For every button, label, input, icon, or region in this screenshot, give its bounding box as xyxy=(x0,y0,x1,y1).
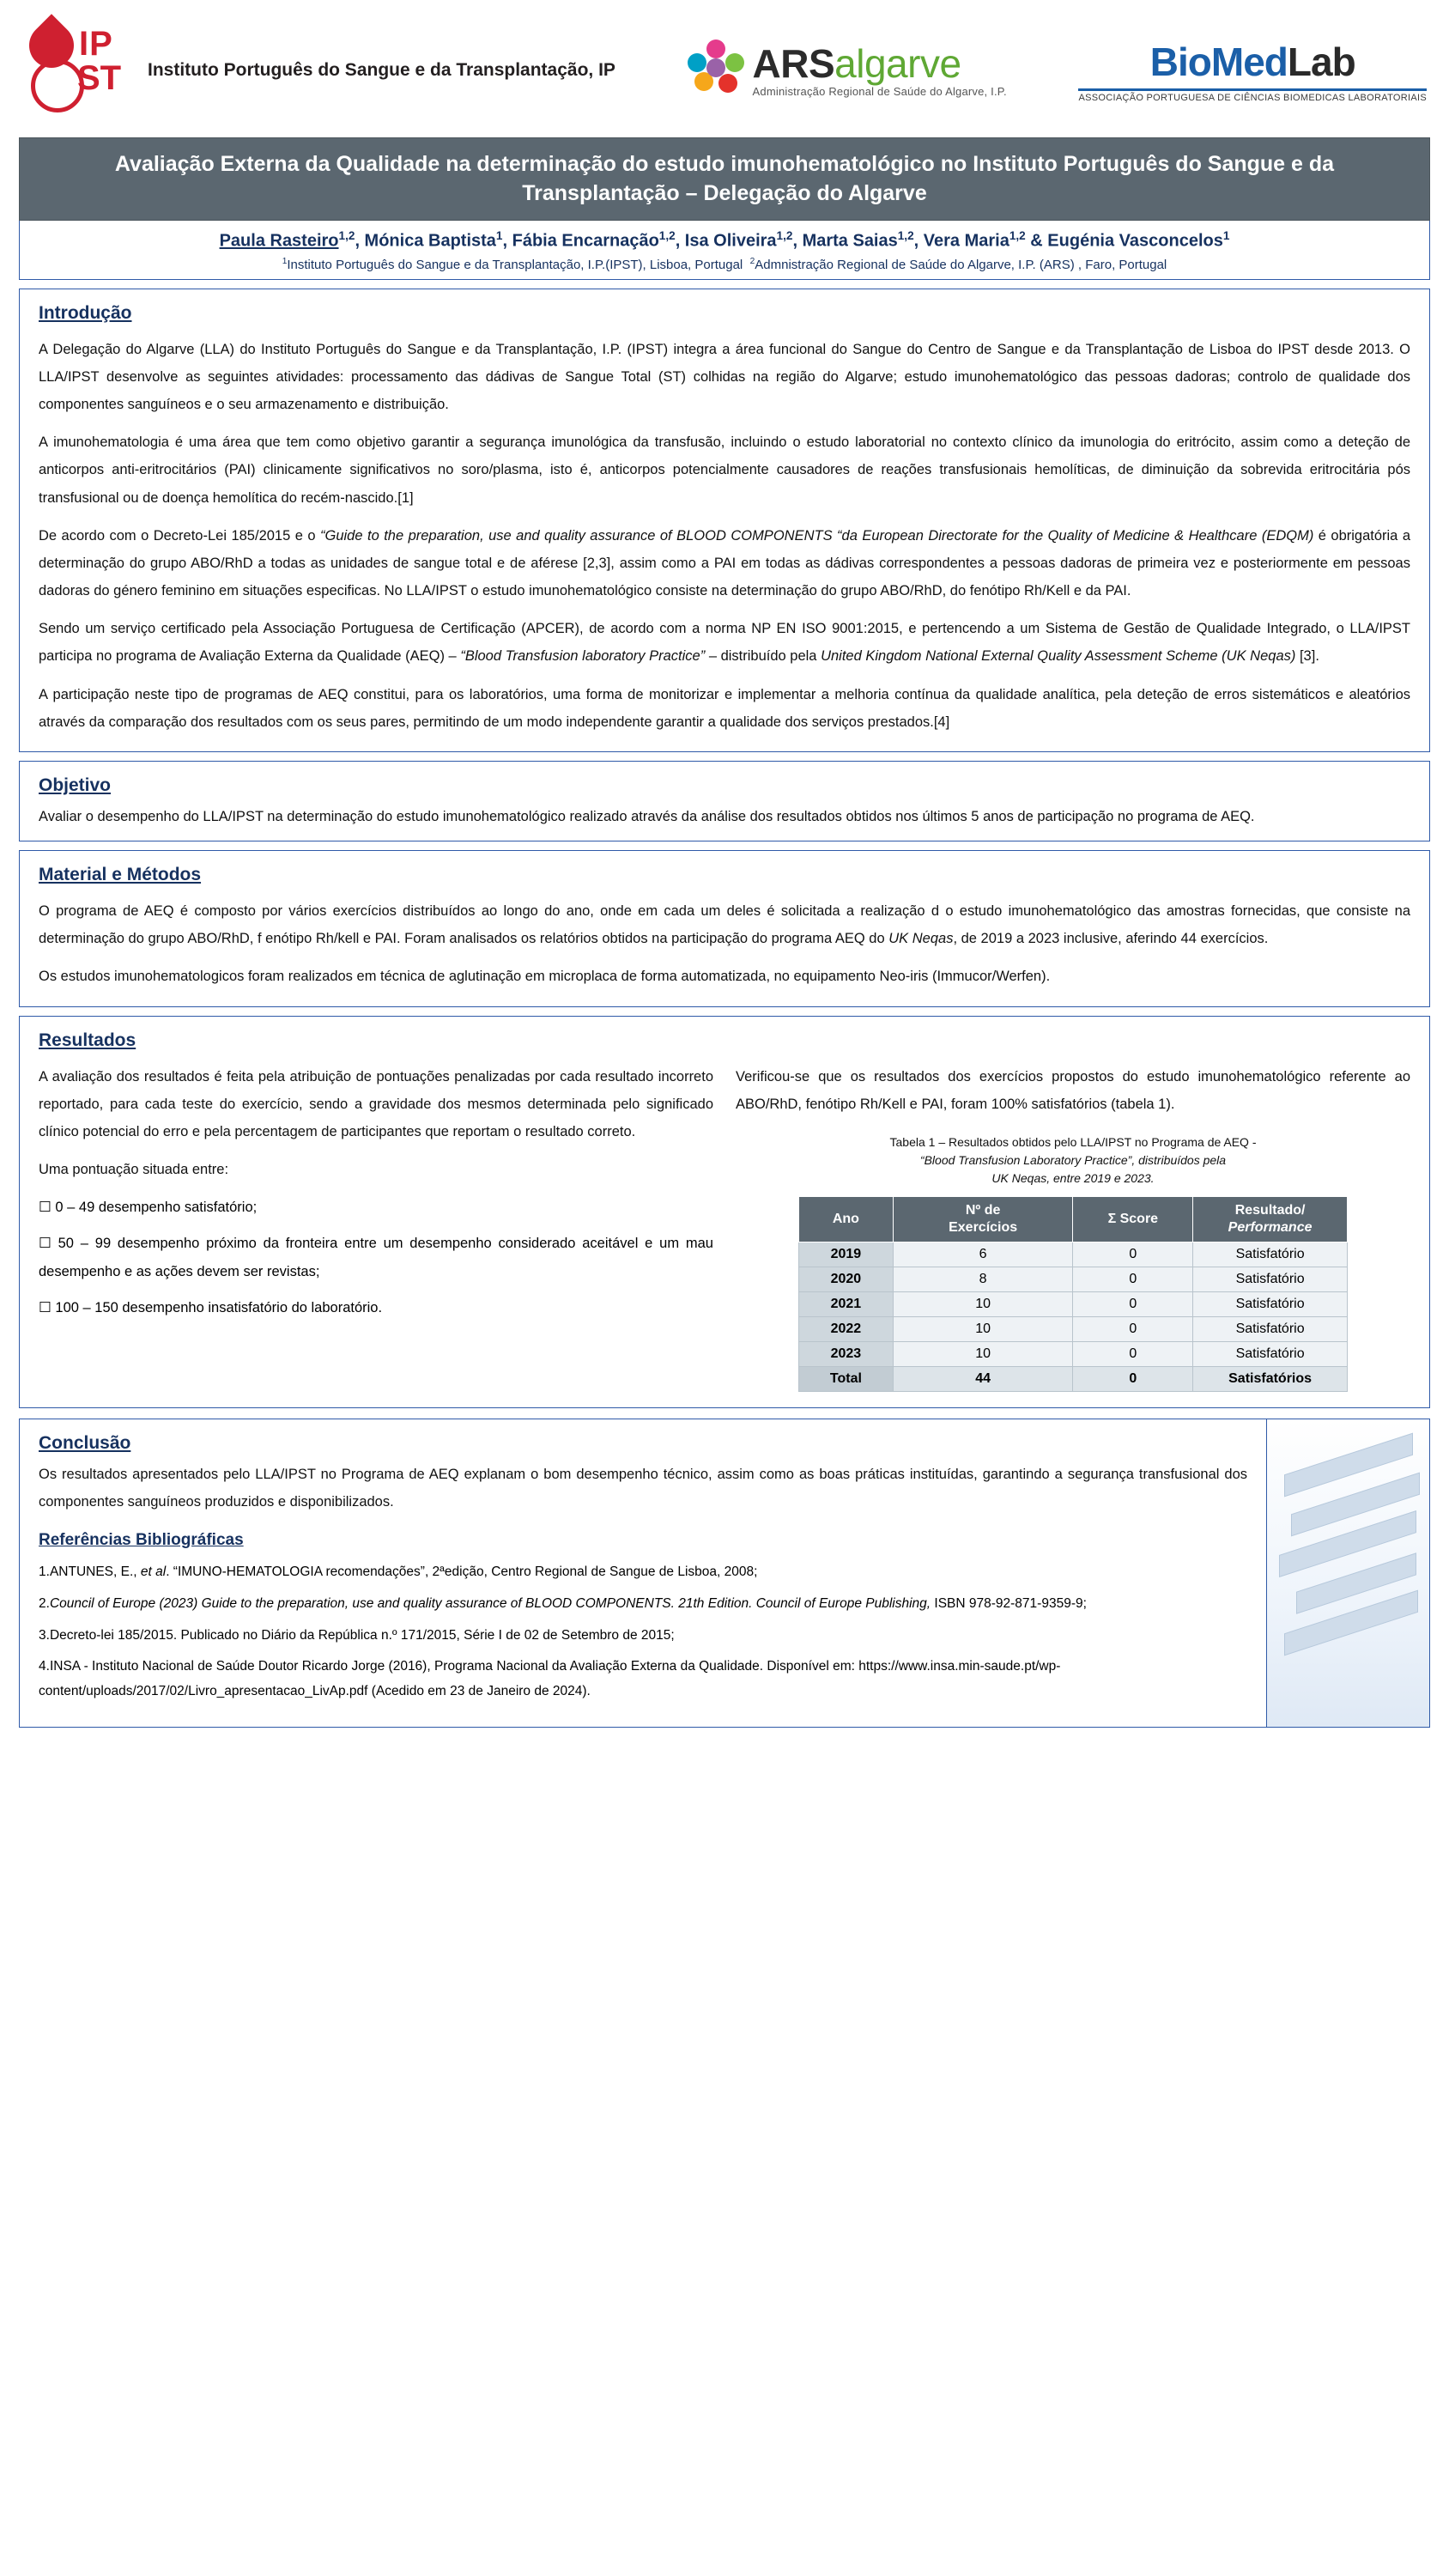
resultados-paragraph-3: Verificou-se que os resultados dos exercícios propostos do estudo imunohematológico referente ao ABO/RhD, fenótipo Rh/Kell e PAI, foram 100% satisfatórios (tabela 1). xyxy=(736,1068,1410,1112)
material-p1-italic: UK Neqas xyxy=(888,931,954,947)
section-material-metodos xyxy=(19,850,1430,1007)
cell-ano: 2020 xyxy=(799,1267,894,1291)
ipst-logo-name: Instituto Português do Sangue e da Transplantação, IP xyxy=(148,60,615,81)
reference-post: . “IMUNO-HEMATOLOGIA recomendações”, 2ªedição, Centro Regional de Sangue de Lisboa, 2008; xyxy=(166,1564,758,1580)
author-affiliations: $^1$Instituto Português do Sangue e da Transplantação, I.P.(IPST), Lisboa, Portugal $^2$Admnistração Regional de Saúde do Algarve, I.P. (ARS) , Faro, Portugal xyxy=(282,256,1167,272)
table-header-row xyxy=(799,1196,1348,1242)
material-p1-pre: O programa de AEQ é composto por vários exercícios distribuídos ao longo do ano, onde em cada um deles é solicitada a realização d o estudo imunohematológico das amostras fornecidas, que consiste na determinação do grupo ABO/RhD, f enótipo Rh/kell e PAI. Foram analisados os relatórios obtidos na participação do programa AEQ do xyxy=(39,903,1410,947)
introducao-paragraph-4 xyxy=(39,615,1410,670)
page-title: Avaliação Externa da Qualidade na determinação do estudo imunohematológico no Instituto Português do Sangue e da Transplantação – Delegação do Algarve xyxy=(19,137,1430,221)
cell-ano: 2023 xyxy=(799,1341,894,1366)
table-header-resultado-line2: Performance xyxy=(1228,1219,1313,1235)
section-title-material-metodos: Material e Métodos xyxy=(39,865,202,885)
table-row xyxy=(799,1242,1348,1267)
table-row xyxy=(799,1341,1348,1366)
cell-score: 0 xyxy=(1073,1341,1193,1366)
introducao-paragraph-1: A Delegação do Algarve (LLA) do Instituto Português do Sangue e da Transplantação, I.P. (IPST) integra a área funcional do Sangue do Centro de Sangue e da Transplantação de Lisboa do IPST desde 2013. O LLA/IPST desenvolve as seguintes atividades: processamento das dádivas de Sangue Total (ST) colhidas na região do Algarve; estudo imunohematológico das pessoas dadoras; controlo de qualidade dos componentes sanguíneos e o seu armazenamento e distribuição. xyxy=(39,341,1410,412)
resultados-bullet-3-text: 100 – 150 desempenho insatisfatório do laboratório. xyxy=(55,1299,383,1315)
objetivo-paragraph-1: Avaliar o desempenho do LLA/IPST na determinação do estudo imunohematológico realizado através da análise dos resultados obtidos nos últimos 5 anos de participação no programa de AEQ. xyxy=(39,808,1255,824)
ipst-logo xyxy=(26,20,615,121)
cell-resultado: Satisfatório xyxy=(1193,1316,1348,1341)
introducao-p4-italic-1: “Blood Transfusion laboratory Practice” xyxy=(460,648,706,665)
reference-item xyxy=(39,1560,1247,1585)
table-caption-line-3: UK Neqas, entre 2019 e 2023. xyxy=(991,1170,1155,1185)
ars-dots-icon xyxy=(688,39,744,101)
resultados-bullet-1-text: 0 – 49 desempenho satisfatório; xyxy=(55,1200,258,1216)
checkbox-icon: ☐ xyxy=(39,1298,52,1315)
cell-exercicios: 10 xyxy=(893,1316,1073,1341)
reference-pre: INSA - Instituto Nacional de Saúde Doutor Ricardo Jorge (2016), Programa Nacional da Avaliação Externa da Qualidade. Disponível em: https://www.insa.min-saude.pt/wp-content/uploads/2017/02/Livro_apresentacao_LivAp.pdf (Acedido em 23 de Janeiro de 2024). xyxy=(39,1659,1061,1698)
cell-exercicios: 10 xyxy=(893,1341,1073,1366)
reference-post: ISBN 978-92-871-9359-9; xyxy=(931,1595,1087,1611)
reference-number: 4. xyxy=(39,1659,50,1674)
reference-number: 2. xyxy=(39,1595,50,1611)
resultados-paragraph-1: A avaliação dos resultados é feita pela atribuição de pontuações penalizadas por cada resultado incorreto reportado, para cada teste do exercício, sendo a gravidade dos mesmos determinada pelo significado clínico potencial do erro e pela percentagem de participantes que reportam o resultado correto. xyxy=(39,1068,713,1139)
resultados-paragraph-2: Uma pontuação situada entre: xyxy=(39,1162,229,1178)
section-title-resultados: Resultados xyxy=(39,1030,136,1050)
introducao-p3-italic: “Guide to the preparation, use and quality assurance of BLOOD COMPONENTS “da European Directorate for the Quality of Medicine & Healthcare (EDQM) xyxy=(320,527,1314,544)
table-header-ano: Ano xyxy=(799,1196,894,1242)
biomedlab-name-lab: Lab xyxy=(1287,39,1355,84)
table-header-exercicios xyxy=(893,1196,1073,1242)
cell-resultado: Satisfatório xyxy=(1193,1341,1348,1366)
introducao-paragraph-5: A participação neste tipo de programas de AEQ constitui, para os laboratórios, uma forma de monitorizar e implementar a melhoria contínua da qualidade analítica, pela deteção de erros sistemáticos e aleatórios através da comparação dos resultados com os seus pares, permitindo de um modo independente garantir a qualidade dos serviços prestados.[4] xyxy=(39,686,1410,730)
cell-total-score: 0 xyxy=(1073,1366,1193,1391)
introducao-p4-italic-2: United Kingdom National External Quality Assessment Scheme (UK Neqas) xyxy=(821,648,1296,665)
checkbox-icon: ☐ xyxy=(39,1199,52,1216)
author-list: Paula Rasteiro$^{1,2}$, Mónica Baptista$^1$, Fábia Encarnação$^{1,2}$, Isa Oliveira$^{1,2}$, Marta Saias$^{1,2}$, Vera Maria$^{1,2}$ & Eugénia Vasconcelos$^1$ xyxy=(219,229,1230,251)
introducao-p3-mid: é obrigatória a determinação do grupo ABO/RhD a todas as unidades de sangue total e de aférese [2,3], assim como a PAI em todas as dádivas correspondentes a pessoas dadoras de primeira vez e posteriormente em pessoas dadoras do género feminino em situações especificas. No LLA/IPST o estudo imunohematológico consiste na determinação do grupo ABO/RhD, do fenótipo Rh/Kell e da PAI. xyxy=(39,527,1410,599)
table-header-resultado xyxy=(1193,1196,1348,1242)
reference-pre: Decreto-lei 185/2015. Publicado no Diário da República n.º 171/2015, Série I de 02 de Setembro de 2015; xyxy=(49,1627,675,1643)
reference-pre: ANTUNES, E., xyxy=(49,1564,141,1580)
reference-italic: Guide to the preparation, use and quality assurance of BLOOD COMPONENTS. 21th Edition. Council of Europe Publishing, xyxy=(201,1595,931,1611)
section-resultados xyxy=(19,1016,1430,1408)
table-row xyxy=(799,1267,1348,1291)
logo-row xyxy=(0,0,1449,137)
reference-italic: et al xyxy=(140,1564,167,1580)
introducao-p4-mid: – distribuído pela xyxy=(705,648,822,665)
biomedlab-name-bio: BioMed xyxy=(1149,39,1288,84)
ars-logo-subtitle: Administração Regional de Saúde do Algarve, I.P. xyxy=(752,85,1007,98)
resultados-bullet-3 xyxy=(39,1294,713,1321)
resultados-bullet-1 xyxy=(39,1194,713,1221)
resultados-right-column xyxy=(736,1063,1410,1392)
table-header-exercicios-line1: Nº de xyxy=(965,1202,1001,1218)
conclusao-paragraph-1: Os resultados apresentados pelo LLA/IPST no Programa de AEQ explanam o bom desempenho técnico, assim como as boas práticas instituídas, garantindo a segurança transfusional dos componentes sanguíneos produzidos e disponibilizados. xyxy=(39,1466,1247,1510)
biomedlab-rule xyxy=(1078,88,1427,91)
table-header-exercicios-line2: Exercícios xyxy=(949,1219,1018,1235)
introducao-paragraph-2: A imunohematologia é uma área que tem como objetivo garantir a segurança imunológica da transfusão, incluindo o estudo laboratorial no contexto clínico da imunologia do eritrócito, assim como a deteção de anticorpos anti-eritrocitários (PAI) clinicamente significativos no soro/plasma, isto é, anticorpos potencialmente causadores de reações transfusionais hemolíticas, de diminuição da sobrevida eritrocitária pós transfusional ou de doença hemolítica do recém-nascido.[1] xyxy=(39,434,1410,506)
cell-score: 0 xyxy=(1073,1267,1193,1291)
introducao-p4-pre: Sendo um serviço certificado pela Associação Portuguesa de Certificação (APCER), de acordo com a norma NP EN ISO 9001:2015, e pertencendo a um Sistema de Gestão de Qualidade Integrado, o LLA/IPST participa no programa de Avaliação Externa da Qualidade (AEQ) – xyxy=(39,621,1410,665)
table-row xyxy=(799,1291,1348,1316)
reference-item xyxy=(39,1655,1247,1704)
cell-ano: 2019 xyxy=(799,1242,894,1267)
resultados-bullet-2 xyxy=(39,1230,713,1285)
resultados-bullet-2-text: 50 – 99 desempenho próximo da fronteira entre um desempenho considerado aceitável e um mau desempenho e as ações devem ser revistas; xyxy=(39,1236,713,1279)
affiliation-1: Instituto Português do Sangue e da Transplantação, I.P.(IPST), Lisboa, Portugal xyxy=(287,257,743,272)
cell-total-resultado: Satisfatórios xyxy=(1193,1366,1348,1391)
material-paragraph-1 xyxy=(39,897,1410,952)
section-title-objetivo: Objetivo xyxy=(39,775,112,795)
section-objetivo xyxy=(19,761,1430,841)
introducao-p4-end: [3]. xyxy=(1295,648,1319,665)
ipst-blood-drop-icon xyxy=(26,20,136,121)
material-paragraph-2: Os estudos imunohematologicos foram realizados em técnica de aglutinação em microplaca de forma automatizada, no equipamento Neo-iris (Immucor/Werfen). xyxy=(39,969,1051,985)
affiliation-2: Admnistração Regional de Saúde do Algarve, I.P. (ARS) , Faro, Portugal xyxy=(755,257,1167,272)
cell-resultado: Satisfatório xyxy=(1193,1267,1348,1291)
introducao-paragraph-3 xyxy=(39,522,1410,605)
reference-item xyxy=(39,1624,1247,1649)
biomedlab-subtitle: ASSOCIAÇÃO PORTUGUESA DE CIÊNCIAS BIOMEDICAS LABORATORIAIS xyxy=(1078,92,1427,103)
material-p1-end: , de 2019 a 2023 inclusive, aferindo 44 exercícios. xyxy=(953,931,1269,947)
decorative-graphic xyxy=(1266,1419,1429,1727)
cell-exercicios: 8 xyxy=(893,1267,1073,1291)
checkbox-icon: ☐ xyxy=(39,1235,52,1252)
cell-ano: 2021 xyxy=(799,1291,894,1316)
table-header-resultado-line1: Resultado/ xyxy=(1234,1202,1306,1218)
cell-score: 0 xyxy=(1073,1291,1193,1316)
introducao-p3-pre: De acordo com o Decreto-Lei 185/2015 e o xyxy=(39,527,320,544)
cell-ano: 2022 xyxy=(799,1316,894,1341)
cell-total-label: Total xyxy=(799,1366,894,1391)
section-title-conclusao: Conclusão xyxy=(39,1432,131,1453)
ipst-acronym-top: IP xyxy=(79,25,113,63)
cell-resultado: Satisfatório xyxy=(1193,1291,1348,1316)
cell-resultado: Satisfatório xyxy=(1193,1242,1348,1267)
section-introducao xyxy=(19,289,1430,752)
reference-item xyxy=(39,1592,1247,1617)
section-conclusao-referencias xyxy=(19,1419,1430,1728)
reference-pre: Council of Europe (2023) xyxy=(49,1595,202,1611)
section-title-referencias: Referências Bibliográficas xyxy=(39,1531,244,1550)
table-caption-line-1: Tabela 1 – Resultados obtidos pelo LLA/IPST no Programa de AEQ - xyxy=(889,1134,1257,1149)
resultados-left-column xyxy=(39,1063,713,1392)
ipst-acronym-bottom: ST xyxy=(77,59,122,97)
cell-total-exercicios: 44 xyxy=(893,1366,1073,1391)
section-title-introducao: Introdução xyxy=(39,302,132,323)
ars-logo xyxy=(688,39,1007,101)
cell-exercicios: 10 xyxy=(893,1291,1073,1316)
authors-block xyxy=(19,221,1430,280)
table-caption-line-2: “Blood Transfusion Laboratory Practice”, distribuídos pela xyxy=(919,1152,1227,1167)
cell-exercicios: 6 xyxy=(893,1242,1073,1267)
biomedlab-logo xyxy=(1078,39,1427,103)
reference-number: 3. xyxy=(39,1627,50,1643)
cell-score: 0 xyxy=(1073,1242,1193,1267)
results-table xyxy=(798,1196,1348,1392)
ars-logo-name-main: ARS xyxy=(752,41,835,86)
table-row-total xyxy=(799,1366,1348,1391)
table-caption xyxy=(736,1133,1410,1188)
reference-number: 1. xyxy=(39,1564,50,1580)
ars-logo-name-accent: algarve xyxy=(834,41,961,86)
table-row xyxy=(799,1316,1348,1341)
cell-score: 0 xyxy=(1073,1316,1193,1341)
table-header-score: Σ Score xyxy=(1073,1196,1193,1242)
